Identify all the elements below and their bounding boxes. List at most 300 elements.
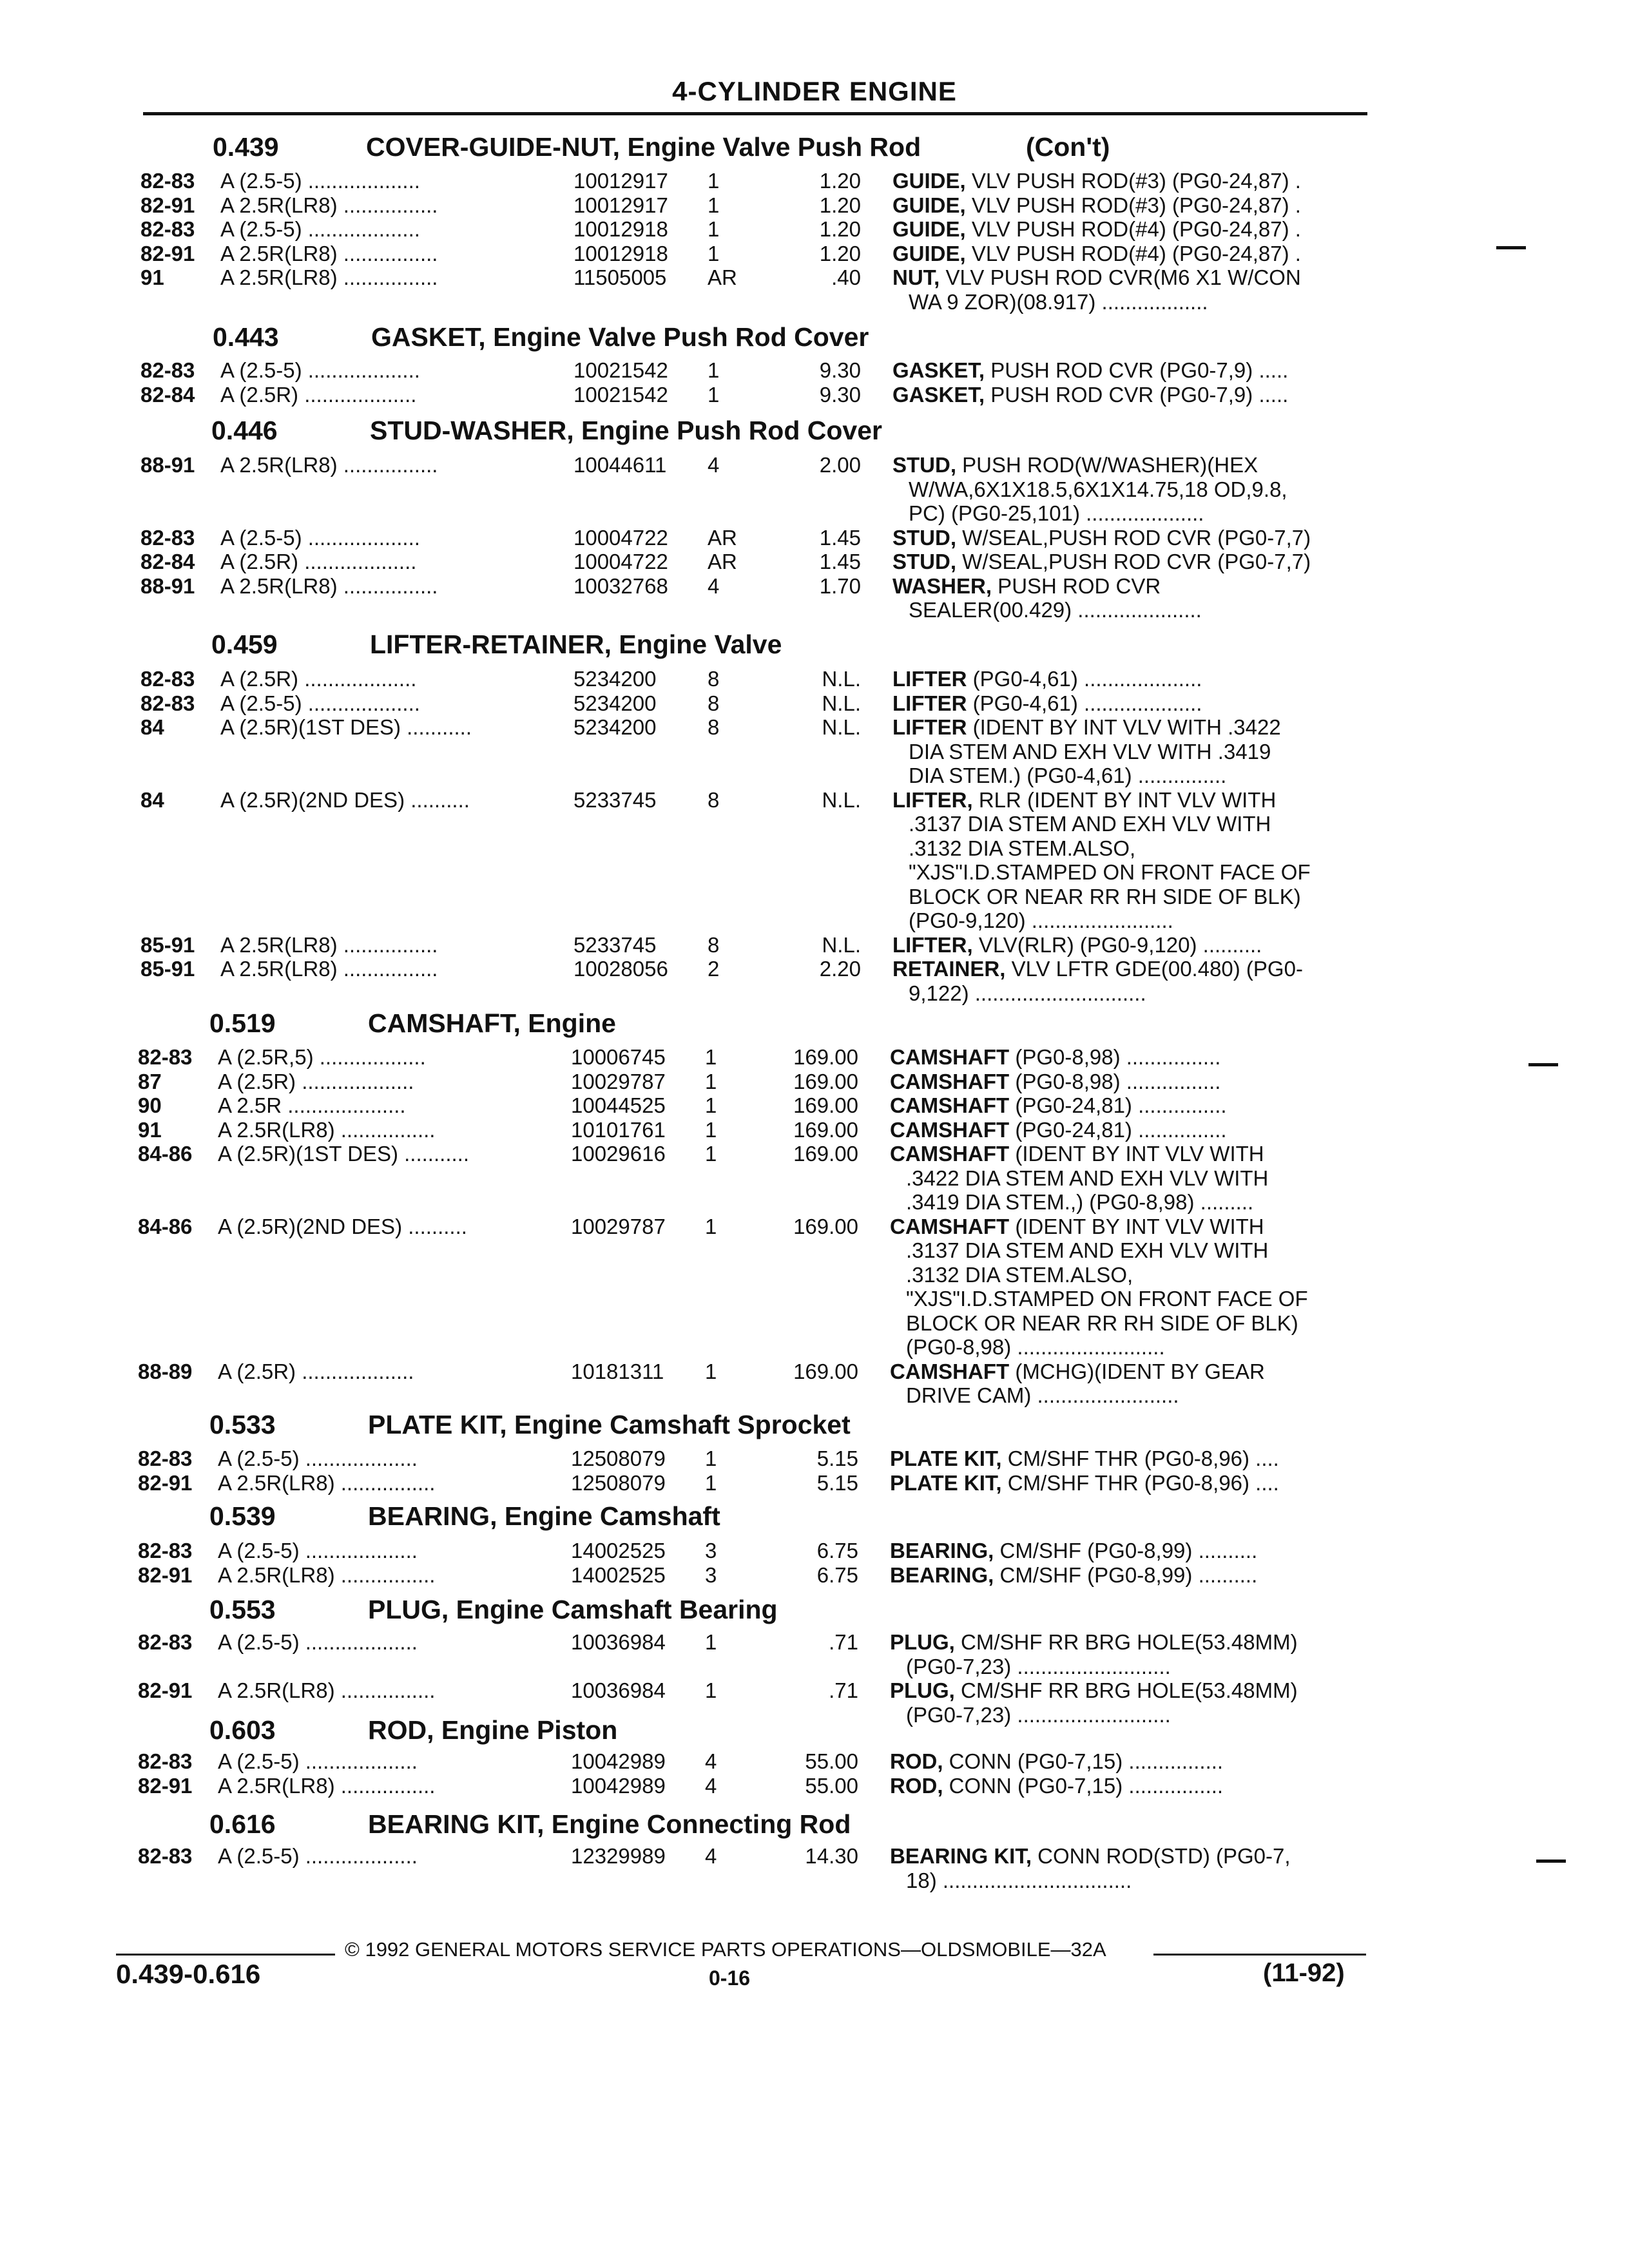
part-description-continued: BLOCK OR NEAR RR RH SIDE OF BLK) bbox=[906, 1311, 1298, 1335]
price: 9.30 bbox=[819, 382, 861, 407]
part-detail: VLV PUSH ROD(#3) (PG0-24,87) . bbox=[965, 169, 1301, 193]
part-number: 10021542 bbox=[574, 382, 668, 407]
section-number: 0.446 bbox=[211, 416, 278, 445]
model-year: 87 bbox=[138, 1069, 162, 1093]
quantity: AR bbox=[708, 265, 737, 289]
price: 169.00 bbox=[793, 1069, 858, 1093]
part-description bbox=[892, 715, 1363, 740]
model-year: 90 bbox=[138, 1093, 162, 1117]
part-number: 11505005 bbox=[574, 265, 667, 289]
model-code: A (2.5-5) ................... bbox=[218, 1539, 418, 1562]
price: N.L. bbox=[822, 787, 861, 812]
quantity: 8 bbox=[708, 667, 720, 691]
part-description bbox=[892, 242, 1363, 266]
model-code: A 2.5R(LR8) ................ bbox=[220, 453, 438, 477]
model-year: 88-91 bbox=[140, 573, 195, 598]
part-number: 10004722 bbox=[574, 550, 668, 573]
part-name: STUD, bbox=[892, 525, 956, 550]
footer-copyright: © 1992 GENERAL MOTORS SERVICE PARTS OPERATIONS—OLDSMOBILE—32A bbox=[345, 1938, 1106, 1961]
part-name: LIFTER bbox=[892, 691, 967, 715]
part-description-continued: "XJS"I.D.STAMPED ON FRONT FACE OF bbox=[906, 1287, 1308, 1311]
part-name: CAMSHAFT bbox=[890, 1045, 1010, 1069]
model-code: A 2.5R(LR8) ................ bbox=[220, 265, 438, 289]
part-number: 5233745 bbox=[574, 787, 657, 812]
part-name: GUIDE, bbox=[892, 241, 966, 265]
quantity: 4 bbox=[705, 1749, 717, 1773]
part-description-continued: PC) (PG0-25,101) .................... bbox=[909, 501, 1204, 525]
quantity: 1 bbox=[708, 382, 720, 407]
section-name: BEARING, Engine Camshaft bbox=[368, 1501, 720, 1531]
price: 1.45 bbox=[819, 550, 861, 573]
part-name: LIFTER bbox=[892, 715, 967, 739]
price: N.L. bbox=[822, 667, 861, 691]
part-description-continued: 18) ................................ bbox=[906, 1868, 1132, 1892]
part-description bbox=[890, 1045, 1360, 1070]
price: 55.00 bbox=[805, 1773, 858, 1798]
price: 6.75 bbox=[816, 1562, 858, 1587]
part-description bbox=[890, 1844, 1360, 1869]
part-number: 5234200 bbox=[574, 691, 657, 715]
part-detail: PUSH ROD(W/WASHER)(HEX bbox=[956, 453, 1258, 477]
section-number: 0.539 bbox=[209, 1501, 276, 1531]
part-name: BEARING KIT, bbox=[890, 1844, 1032, 1868]
price: .40 bbox=[831, 265, 861, 289]
model-code: A 2.5R(LR8) ................ bbox=[220, 932, 438, 957]
part-description-continued: "XJS"I.D.STAMPED ON FRONT FACE OF bbox=[909, 860, 1311, 884]
part-description bbox=[890, 1118, 1360, 1142]
model-code: A 2.5R(LR8) ................ bbox=[220, 193, 438, 217]
model-code: A (2.5R,5) .................. bbox=[218, 1045, 426, 1069]
model-year: 82-83 bbox=[138, 1749, 193, 1773]
quantity: 4 bbox=[705, 1844, 717, 1868]
part-description-continued: DIA STEM.) (PG0-4,61) ............... bbox=[909, 764, 1227, 787]
part-detail: VLV PUSH ROD CVR(M6 X1 W/CON bbox=[940, 265, 1301, 289]
part-number: 10032768 bbox=[574, 573, 668, 598]
model-year: 82-83 bbox=[138, 1844, 193, 1868]
margin-mark bbox=[1496, 246, 1526, 249]
price: 169.00 bbox=[793, 1045, 858, 1069]
part-detail: CM/SHF RR BRG HOLE(53.48MM) bbox=[954, 1630, 1298, 1654]
part-number: 14002525 bbox=[571, 1539, 666, 1562]
price: 169.00 bbox=[793, 1359, 858, 1383]
part-description-continued: .3137 DIA STEM AND EXH VLV WITH bbox=[906, 1238, 1269, 1262]
quantity: 1 bbox=[705, 1142, 717, 1166]
price: 1.20 bbox=[819, 217, 861, 241]
part-name: CAMSHAFT bbox=[890, 1117, 1010, 1142]
quantity: 1 bbox=[708, 358, 720, 382]
model-code: A (2.5R) ................... bbox=[220, 382, 417, 407]
part-name: RETAINER, bbox=[892, 957, 1006, 981]
part-detail: CONN ROD(STD) (PG0-7, bbox=[1032, 1844, 1291, 1868]
part-name: PLATE KIT, bbox=[890, 1446, 1002, 1470]
part-detail: VLV PUSH ROD(#4) (PG0-24,87) . bbox=[965, 241, 1301, 265]
model-code: A 2.5R(LR8) ................ bbox=[220, 573, 438, 598]
model-code: A (2.5R)(1ST DES) ........... bbox=[220, 715, 472, 739]
model-year: 88-91 bbox=[140, 453, 195, 477]
section-name: CAMSHAFT, Engine bbox=[368, 1008, 616, 1038]
part-name: BEARING, bbox=[890, 1562, 994, 1587]
quantity: 1 bbox=[705, 1446, 717, 1470]
quantity: 1 bbox=[705, 1359, 717, 1383]
part-name: CAMSHAFT bbox=[890, 1093, 1010, 1117]
footer-range: 0.439-0.616 bbox=[116, 1959, 261, 1989]
part-detail: (PG0-8,98) ................ bbox=[1009, 1069, 1221, 1093]
model-year: 82-84 bbox=[140, 550, 195, 573]
model-year: 82-91 bbox=[138, 1470, 193, 1495]
part-detail: (PG0-24,81) ............... bbox=[1009, 1093, 1227, 1117]
part-description-continued: SEALER(00.429) ..................... bbox=[909, 598, 1202, 622]
model-year: 84-86 bbox=[138, 1214, 193, 1238]
margin-mark bbox=[1528, 1063, 1558, 1066]
part-name: STUD, bbox=[892, 550, 956, 573]
quantity: 4 bbox=[705, 1773, 717, 1798]
quantity: 3 bbox=[705, 1539, 717, 1562]
section-number: 0.603 bbox=[209, 1715, 276, 1745]
model-code: A 2.5R(LR8) ................ bbox=[218, 1773, 436, 1798]
price: 1.20 bbox=[819, 193, 861, 217]
model-code: A 2.5R(LR8) ................ bbox=[218, 1678, 436, 1702]
part-name: LIFTER bbox=[892, 667, 967, 691]
part-detail: (PG0-8,98) ................ bbox=[1009, 1045, 1221, 1069]
model-year: 85-91 bbox=[140, 932, 195, 957]
part-description bbox=[892, 933, 1363, 957]
part-detail: PUSH ROD CVR (PG0-7,9) ..... bbox=[985, 358, 1289, 382]
section-name: ROD, Engine Piston bbox=[368, 1715, 618, 1745]
price: 9.30 bbox=[819, 358, 861, 382]
part-name: STUD, bbox=[892, 453, 956, 477]
price: 1.70 bbox=[819, 573, 861, 598]
part-detail: VLV PUSH ROD(#3) (PG0-24,87) . bbox=[965, 193, 1301, 217]
model-code: A (2.5-5) ................... bbox=[218, 1749, 418, 1773]
model-year: 82-83 bbox=[138, 1630, 193, 1654]
section-name: GASKET, Engine Valve Push Rod Cover bbox=[371, 322, 869, 352]
part-detail: CM/SHF THR (PG0-8,96) .... bbox=[1001, 1470, 1279, 1495]
part-description bbox=[892, 453, 1363, 477]
price: 1.45 bbox=[819, 525, 861, 550]
model-year: 82-91 bbox=[140, 241, 195, 265]
part-description bbox=[892, 383, 1363, 407]
part-name: LIFTER, bbox=[892, 787, 973, 812]
model-year: 82-83 bbox=[140, 667, 195, 691]
part-number: 10004722 bbox=[574, 525, 668, 550]
part-description bbox=[892, 957, 1363, 981]
part-name: WASHER, bbox=[892, 573, 992, 598]
model-code: A 2.5R(LR8) ................ bbox=[218, 1562, 436, 1587]
section-name: COVER-GUIDE-NUT, Engine Valve Push Rod bbox=[366, 132, 921, 162]
model-year: 84 bbox=[140, 715, 164, 739]
part-number: 10028056 bbox=[574, 957, 668, 981]
model-code: A (2.5R) ................... bbox=[220, 550, 417, 573]
part-name: GUIDE, bbox=[892, 169, 966, 193]
part-description bbox=[892, 574, 1363, 599]
model-year: 88-89 bbox=[138, 1359, 193, 1383]
part-detail: VLV PUSH ROD(#4) (PG0-24,87) . bbox=[965, 217, 1301, 241]
part-description-continued: 9,122) ............................. bbox=[909, 981, 1146, 1005]
model-code: A (2.5-5) ................... bbox=[218, 1630, 418, 1654]
price: 2.00 bbox=[819, 453, 861, 477]
part-detail: CM/SHF (PG0-8,99) .......... bbox=[994, 1539, 1258, 1562]
price: N.L. bbox=[822, 691, 861, 715]
part-detail: (IDENT BY INT VLV WITH bbox=[1009, 1142, 1264, 1166]
margin-mark bbox=[1536, 1860, 1566, 1863]
price: 169.00 bbox=[793, 1142, 858, 1166]
part-description-continued: (PG0-9,120) ........................ bbox=[909, 908, 1173, 932]
part-description-continued: DRIVE CAM) ........................ bbox=[906, 1383, 1179, 1407]
quantity: 3 bbox=[705, 1562, 717, 1587]
quantity: 1 bbox=[708, 217, 720, 241]
part-detail: CONN (PG0-7,15) ................ bbox=[943, 1749, 1224, 1773]
model-year: 82-91 bbox=[138, 1562, 193, 1587]
footer-rule-right bbox=[1153, 1954, 1366, 1956]
part-number: 10021542 bbox=[574, 358, 668, 382]
price: 14.30 bbox=[805, 1844, 858, 1868]
part-detail: CM/SHF THR (PG0-8,96) .... bbox=[1001, 1446, 1279, 1470]
price: .71 bbox=[829, 1630, 858, 1654]
part-description bbox=[890, 1215, 1360, 1239]
part-description bbox=[890, 1070, 1360, 1094]
part-number: 10029787 bbox=[571, 1214, 666, 1238]
part-description bbox=[890, 1539, 1360, 1563]
part-detail: (PG0-4,61) .................... bbox=[967, 667, 1202, 691]
part-description-continued: BLOCK OR NEAR RR RH SIDE OF BLK) bbox=[909, 884, 1301, 908]
model-year: 82-83 bbox=[140, 691, 195, 715]
part-name: CAMSHAFT bbox=[890, 1069, 1010, 1093]
part-name: ROD, bbox=[890, 1749, 943, 1773]
part-description bbox=[890, 1678, 1360, 1703]
model-code: A (2.5-5) ................... bbox=[220, 525, 420, 550]
part-name: BEARING, bbox=[890, 1539, 994, 1562]
section-number: 0.459 bbox=[211, 629, 278, 659]
section-name: PLUG, Engine Camshaft Bearing bbox=[368, 1595, 778, 1624]
quantity: 1 bbox=[705, 1093, 717, 1117]
quantity: 1 bbox=[705, 1117, 717, 1142]
part-number: 5233745 bbox=[574, 932, 657, 957]
section-number: 0.439 bbox=[213, 132, 279, 162]
part-name: ROD, bbox=[890, 1773, 943, 1798]
model-code: A 2.5R(LR8) ................ bbox=[218, 1117, 436, 1142]
quantity: 4 bbox=[708, 573, 720, 598]
part-description-continued: .3132 DIA STEM.ALSO, bbox=[906, 1262, 1133, 1287]
part-description bbox=[892, 358, 1363, 383]
model-code: A 2.5R(LR8) ................ bbox=[220, 957, 438, 981]
part-name: GASKET, bbox=[892, 358, 985, 382]
part-detail: RLR (IDENT BY INT VLV WITH bbox=[972, 787, 1277, 812]
price: 1.20 bbox=[819, 169, 861, 193]
section-name: BEARING KIT, Engine Connecting Rod bbox=[368, 1809, 851, 1839]
part-name: PLUG, bbox=[890, 1630, 955, 1654]
quantity: 1 bbox=[708, 193, 720, 217]
part-number: 10101761 bbox=[571, 1117, 666, 1142]
quantity: 1 bbox=[705, 1069, 717, 1093]
part-description bbox=[890, 1471, 1360, 1495]
part-detail: (MCHG)(IDENT BY GEAR bbox=[1009, 1359, 1265, 1383]
part-number: 12508079 bbox=[571, 1470, 666, 1495]
part-description bbox=[890, 1446, 1360, 1471]
price: N.L. bbox=[822, 715, 861, 739]
footer-rule-left bbox=[116, 1954, 335, 1956]
part-number: 10044525 bbox=[571, 1093, 666, 1117]
page-header-title: 4-CYLINDER ENGINE bbox=[672, 76, 957, 106]
model-code: A (2.5-5) ................... bbox=[220, 358, 420, 382]
part-number: 10044611 bbox=[574, 453, 667, 477]
part-description bbox=[892, 217, 1363, 242]
part-description bbox=[890, 1360, 1360, 1384]
part-name: CAMSHAFT bbox=[890, 1214, 1010, 1238]
quantity: 8 bbox=[708, 715, 720, 739]
section-number: 0.533 bbox=[209, 1410, 276, 1439]
part-number: 5234200 bbox=[574, 667, 657, 691]
quantity: 4 bbox=[708, 453, 720, 477]
part-detail: CONN (PG0-7,15) ................ bbox=[943, 1773, 1224, 1798]
model-year: 82-91 bbox=[138, 1773, 193, 1798]
part-description bbox=[892, 169, 1363, 193]
part-name: GASKET, bbox=[892, 382, 985, 407]
part-number: 10029616 bbox=[571, 1142, 666, 1166]
part-detail: CM/SHF (PG0-8,99) .......... bbox=[994, 1562, 1258, 1587]
model-code: A (2.5-5) ................... bbox=[220, 169, 420, 193]
price: 169.00 bbox=[793, 1093, 858, 1117]
part-detail: CM/SHF RR BRG HOLE(53.48MM) bbox=[954, 1678, 1298, 1702]
price: 1.20 bbox=[819, 241, 861, 265]
model-code: A (2.5R) ................... bbox=[218, 1069, 414, 1093]
model-code: A (2.5R) ................... bbox=[220, 667, 417, 691]
quantity: 1 bbox=[705, 1214, 717, 1238]
part-number: 10042989 bbox=[571, 1773, 666, 1798]
model-year: 82-83 bbox=[140, 217, 195, 241]
model-year: 82-83 bbox=[138, 1446, 193, 1470]
quantity: 1 bbox=[705, 1678, 717, 1702]
part-description bbox=[892, 788, 1363, 812]
model-code: A (2.5-5) ................... bbox=[220, 217, 420, 241]
model-code: A (2.5-5) ................... bbox=[218, 1844, 418, 1868]
section-number: 0.616 bbox=[209, 1809, 276, 1839]
price: .71 bbox=[829, 1678, 858, 1702]
part-name: NUT, bbox=[892, 265, 940, 289]
part-number: 10006745 bbox=[571, 1045, 666, 1069]
part-detail: (IDENT BY INT VLV WITH .3422 bbox=[967, 715, 1281, 739]
part-name: CAMSHAFT bbox=[890, 1142, 1010, 1166]
part-detail: PUSH ROD CVR bbox=[992, 573, 1161, 598]
part-detail: VLV(RLR) (PG0-9,120) .......... bbox=[972, 932, 1262, 957]
part-name: PLUG, bbox=[890, 1678, 955, 1702]
model-code: A (2.5R)(2ND DES) .......... bbox=[218, 1214, 467, 1238]
part-description-continued: W/WA,6X1X18.5,6X1X14.75,18 OD,9.8, bbox=[909, 477, 1287, 501]
part-number: 10042989 bbox=[571, 1749, 666, 1773]
part-description-continued: DIA STEM AND EXH VLV WITH .3419 bbox=[909, 739, 1271, 764]
part-detail: (IDENT BY INT VLV WITH bbox=[1009, 1214, 1264, 1238]
model-year: 82-84 bbox=[140, 382, 195, 407]
price: 169.00 bbox=[793, 1117, 858, 1142]
footer-date: (11-92) bbox=[1263, 1959, 1345, 1987]
part-number: 12508079 bbox=[571, 1446, 666, 1470]
price: N.L. bbox=[822, 932, 861, 957]
part-number: 5234200 bbox=[574, 715, 657, 739]
section-number: 0.553 bbox=[209, 1595, 276, 1624]
model-code: A 2.5R(LR8) ................ bbox=[220, 241, 438, 265]
section-name: LIFTER-RETAINER, Engine Valve bbox=[370, 629, 782, 659]
part-number: 10029787 bbox=[571, 1069, 666, 1093]
model-year: 82-83 bbox=[140, 525, 195, 550]
model-year: 82-91 bbox=[138, 1678, 193, 1702]
part-name: PLATE KIT, bbox=[890, 1470, 1002, 1495]
part-number: 10036984 bbox=[571, 1630, 666, 1654]
part-description bbox=[892, 526, 1363, 550]
quantity: 1 bbox=[705, 1630, 717, 1654]
part-description bbox=[890, 1142, 1360, 1166]
price: 5.15 bbox=[816, 1470, 858, 1495]
part-description bbox=[892, 550, 1363, 574]
quantity: 8 bbox=[708, 932, 720, 957]
model-year: 84 bbox=[140, 787, 164, 812]
part-name: LIFTER, bbox=[892, 932, 973, 957]
section-name: PLATE KIT, Engine Camshaft Sprocket bbox=[368, 1410, 851, 1439]
part-description bbox=[890, 1093, 1360, 1118]
model-year: 82-83 bbox=[140, 169, 195, 193]
part-number: 12329989 bbox=[571, 1844, 666, 1868]
quantity: AR bbox=[708, 550, 737, 573]
model-code: A (2.5-5) ................... bbox=[218, 1446, 418, 1470]
part-name: CAMSHAFT bbox=[890, 1359, 1010, 1383]
quantity: 2 bbox=[708, 957, 720, 981]
quantity: 8 bbox=[708, 691, 720, 715]
part-description-continued: .3419 DIA STEM.,) (PG0-8,98) ......... bbox=[906, 1190, 1254, 1214]
model-year: 82-83 bbox=[140, 358, 195, 382]
part-detail: PUSH ROD CVR (PG0-7,9) ..... bbox=[985, 382, 1289, 407]
model-code: A (2.5R) ................... bbox=[218, 1359, 414, 1383]
part-description bbox=[890, 1774, 1360, 1798]
model-year: 85-91 bbox=[140, 957, 195, 981]
part-description-continued: .3132 DIA STEM.ALSO, bbox=[909, 836, 1136, 860]
quantity: AR bbox=[708, 525, 737, 550]
model-year: 91 bbox=[140, 265, 164, 289]
part-number: 10012918 bbox=[574, 217, 668, 241]
model-code: A (2.5R)(1ST DES) ........... bbox=[218, 1142, 469, 1166]
part-description bbox=[892, 193, 1363, 218]
quantity: 1 bbox=[708, 241, 720, 265]
part-number: 10036984 bbox=[571, 1678, 666, 1702]
part-description bbox=[890, 1749, 1360, 1774]
part-detail: (PG0-24,81) ............... bbox=[1009, 1117, 1227, 1142]
part-description-continued: (PG0-7,23) .......................... bbox=[906, 1654, 1171, 1678]
model-code: A (2.5R)(2ND DES) .......... bbox=[220, 787, 470, 812]
part-description bbox=[892, 691, 1363, 716]
quantity: 8 bbox=[708, 787, 720, 812]
model-code: A 2.5R(LR8) ................ bbox=[218, 1470, 436, 1495]
model-year: 91 bbox=[138, 1117, 162, 1142]
price: 55.00 bbox=[805, 1749, 858, 1773]
model-code: A (2.5-5) ................... bbox=[220, 691, 420, 715]
part-description-continued: WA 9 ZOR)(08.917) .................. bbox=[909, 289, 1208, 314]
footer-page-number: 0-16 bbox=[709, 1966, 751, 1990]
part-name: GUIDE, bbox=[892, 193, 966, 217]
model-year: 84-86 bbox=[138, 1142, 193, 1166]
quantity: 1 bbox=[708, 169, 720, 193]
price: 6.75 bbox=[816, 1539, 858, 1562]
price: 5.15 bbox=[816, 1446, 858, 1470]
part-description bbox=[892, 667, 1363, 691]
part-description bbox=[890, 1630, 1360, 1655]
model-code: A 2.5R .................... bbox=[218, 1093, 406, 1117]
quantity: 1 bbox=[705, 1470, 717, 1495]
part-number: 10012918 bbox=[574, 241, 668, 265]
part-detail: VLV LFTR GDE(00.480) (PG0- bbox=[1005, 957, 1303, 981]
part-description bbox=[890, 1563, 1360, 1588]
price: 169.00 bbox=[793, 1214, 858, 1238]
part-name: GUIDE, bbox=[892, 217, 966, 241]
header-rule bbox=[143, 112, 1367, 115]
model-year: 82-83 bbox=[138, 1539, 193, 1562]
quantity: 1 bbox=[705, 1045, 717, 1069]
